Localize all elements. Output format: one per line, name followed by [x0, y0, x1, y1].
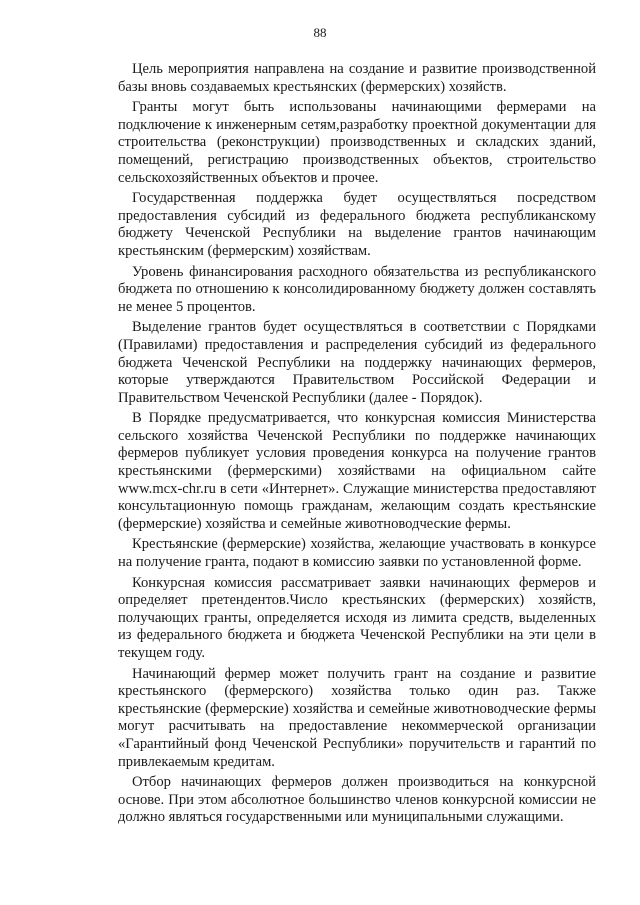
page-number: 88	[313, 25, 327, 40]
paragraph-financing-level: Уровень финансирования расходного обязательства из республиканского бюджета по отношению к консолидированному бюджету должен составлять не менее 5 процентов.	[118, 263, 596, 315]
paragraph-grant-usage: Гранты могут быть использованы начинающими фермерами на подключение к инженерным сетям,разработку проектной документации для строительства (реконструкции) производственных и складских зданий, помещений, регистрацию производственных объектов, строительство сельскохозяйственных объектов и прочее.	[118, 99, 596, 186]
document-body	[118, 61, 596, 830]
paragraph-selection: Отбор начинающих фермеров должен производиться на конкурсной основе. При этом абсолютное большинство членов конкурсной комиссии не должно являться государственными или муниципальными служащими.	[118, 774, 596, 826]
paragraph-state-support: Государственная поддержка будет осуществляться посредством предоставления субсидий из федерального бюджета республиканскому бюджету Чеченской Республики на выделение грантов начинающим крестьянским (фермерским) хозяйствам.	[118, 190, 596, 259]
paragraph-procedure: В Порядке предусматривается, что конкурсная комиссия Министерства сельского хозяйства Чеченской Республики по поддержке начинающих фермеров публикует условия проведения конкурса на получение грантов крестьянскими (фермерскими) хозяйствами на официальном сайте www.mcx-chr.ru в сети «Интернет». Служащие министерства предоставляют консультационную помощь гражданам, желающим создать крестьянские (фермерские) хозяйства и семейные животноводческие фермы.	[118, 410, 596, 532]
paragraph-one-time-grant: Начинающий фермер может получить грант на создание и развитие крестьянского (фермерского) хозяйства только один раз. Также крестьянские (фермерские) хозяйства и семейные животноводческие фермы могут расчитывать на предоставление некоммерческой организации «Гарантийный фонд Чеченской Республики» поручительств и гарантий по привлекаемым кредитам.	[118, 665, 596, 770]
paragraph-applications: Крестьянские (фермерские) хозяйства, желающие участвовать в конкурсе на получение гранта, подают в комиссию заявки по установленной форме.	[118, 536, 596, 571]
paragraph-goal: Цель мероприятия направлена на создание и развитие производственной базы вновь создаваемых крестьянских (фермерских) хозяйств.	[118, 61, 596, 95]
paragraph-grant-allocation: Выделение грантов будет осуществляться в соответствии с Порядками (Правилами) предоставления и распределения субсидий из федерального бюджета Чеченской Республики на поддержку начинающих фермеров, которые утверждаются Правительством Российской Федерации и Правительством Чеченской Республики (далее - Порядок).	[118, 319, 596, 406]
paragraph-commission: Конкурсная комиссия рассматривает заявки начинающих фермеров и определяет претендентов.Число крестьянских (фермерских) хозяйств, получающих гранты, определяется исходя из лимита средств, выделенных из федерального бюджета и бюджета Чеченской Республики на эти цели в текущем году.	[118, 574, 596, 661]
